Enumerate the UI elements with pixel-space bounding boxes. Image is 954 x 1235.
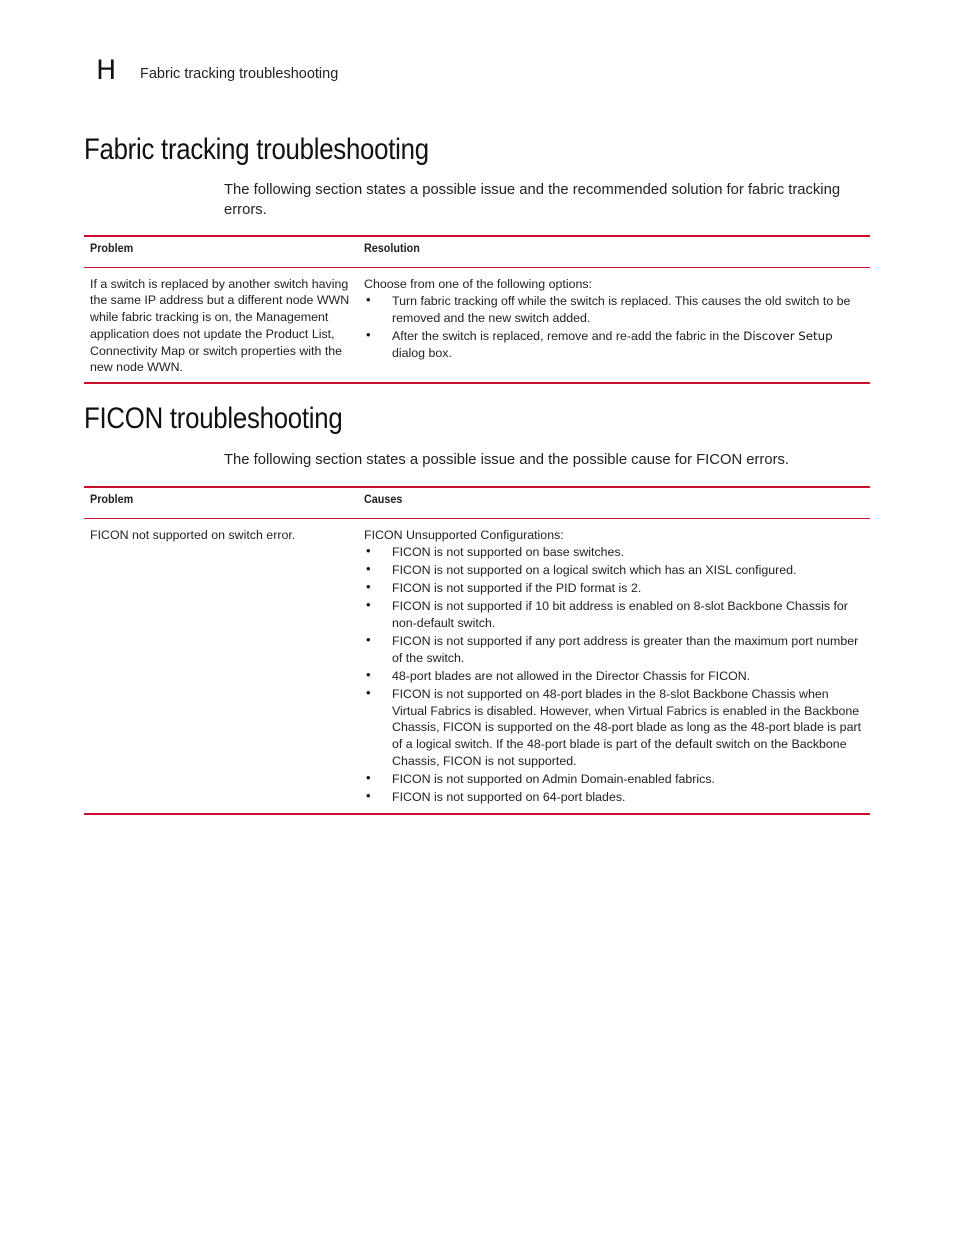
- bullet-icon: •: [366, 561, 371, 577]
- problem-cell: If a switch is replaced by another switch having the same IP address but a different node WWN while fabric tracking is on, the Management application does not update the Product List, Connectivity Map or switch properties with the new node WWN.: [90, 276, 350, 375]
- list-item: • FICON is not supported if any port address is greater than the maximum port number of the switch.: [366, 632, 859, 665]
- ui-term-discover-setup: Discover Setup: [743, 329, 833, 344]
- bullet-icon: •: [366, 292, 371, 308]
- ficon-table: [84, 486, 870, 815]
- table-header-row: [84, 487, 870, 518]
- bullet-icon: •: [366, 632, 371, 648]
- table-row: [84, 518, 870, 813]
- section-intro-fabric-tracking: The following section states a possible issue and the recommended solution for fabric tracking errors.: [224, 182, 841, 218]
- bullet-icon: •: [366, 787, 371, 803]
- list-item: • FICON is not supported on 48-port blades in the 8-slot Backbone Chassis when Virtual Fabrics is disabled. However, when Virtual Fabrics is enabled in the Backbone Chassis, FICON is supported on the 48-port blade as long as the 48-port blade is part of a logical switch. If the 48-port blade is part of the default switch on the Backbone Chassis, FICON is not supported.: [366, 684, 862, 768]
- resolution-lead: Choose from one of the following options:: [364, 276, 592, 291]
- bullet-icon: •: [366, 543, 371, 559]
- section-title-ficon: FICON troubleshooting: [84, 402, 343, 435]
- list-item: • FICON is not supported on a logical switch which has an XISL configured.: [366, 561, 797, 578]
- column-header-problem: Problem: [84, 236, 358, 267]
- table-row: [84, 267, 870, 383]
- list-item: • After the switch is replaced, remove and re-add the fabric in the Discover Setup dialog box.: [366, 327, 833, 360]
- bullet-icon: •: [366, 684, 371, 700]
- causes-cell: [358, 518, 870, 813]
- causes-lead: FICON Unsupported Configurations:: [364, 527, 564, 542]
- column-header-resolution: Resolution: [358, 236, 870, 267]
- problem-cell: FICON not supported on switch error.: [90, 527, 296, 542]
- section-intro-ficon: The following section states a possible issue and the possible cause for FICON errors.: [224, 452, 790, 468]
- list-item: • FICON is not supported on 64-port blades.: [366, 787, 626, 804]
- list-item: • FICON is not supported if the PID format is 2.: [366, 579, 642, 596]
- column-header-problem: Problem: [84, 487, 358, 518]
- running-header-title: Fabric tracking troubleshooting: [140, 66, 339, 82]
- bullet-icon: •: [366, 597, 371, 613]
- bullet-icon: •: [366, 327, 371, 343]
- resolution-list: [364, 293, 864, 361]
- bullet-icon: •: [366, 769, 371, 785]
- causes-list: [364, 544, 864, 805]
- table-header-row: [84, 236, 870, 267]
- list-item: • 48-port blades are not allowed in the Director Chassis for FICON.: [366, 666, 751, 683]
- list-item: • FICON is not supported if 10 bit address is enabled on 8-slot Backbone Chassis for non-default switch.: [366, 597, 848, 631]
- bullet-icon: •: [366, 579, 371, 595]
- bullet-icon: •: [366, 666, 371, 682]
- section-title-fabric-tracking: Fabric tracking troubleshooting: [84, 133, 429, 166]
- list-item: • FICON is not supported on base switches.: [366, 543, 625, 560]
- list-item: • FICON is not supported on Admin Domain-enabled fabrics.: [366, 769, 716, 786]
- list-item: • Turn fabric tracking off while the switch is replaced. This causes the old switch to be removed and the new switch added.: [366, 292, 851, 326]
- appendix-letter: H: [96, 55, 117, 86]
- fabric-tracking-table: [84, 235, 870, 384]
- column-header-causes: Causes: [358, 487, 870, 518]
- resolution-cell: [358, 267, 870, 383]
